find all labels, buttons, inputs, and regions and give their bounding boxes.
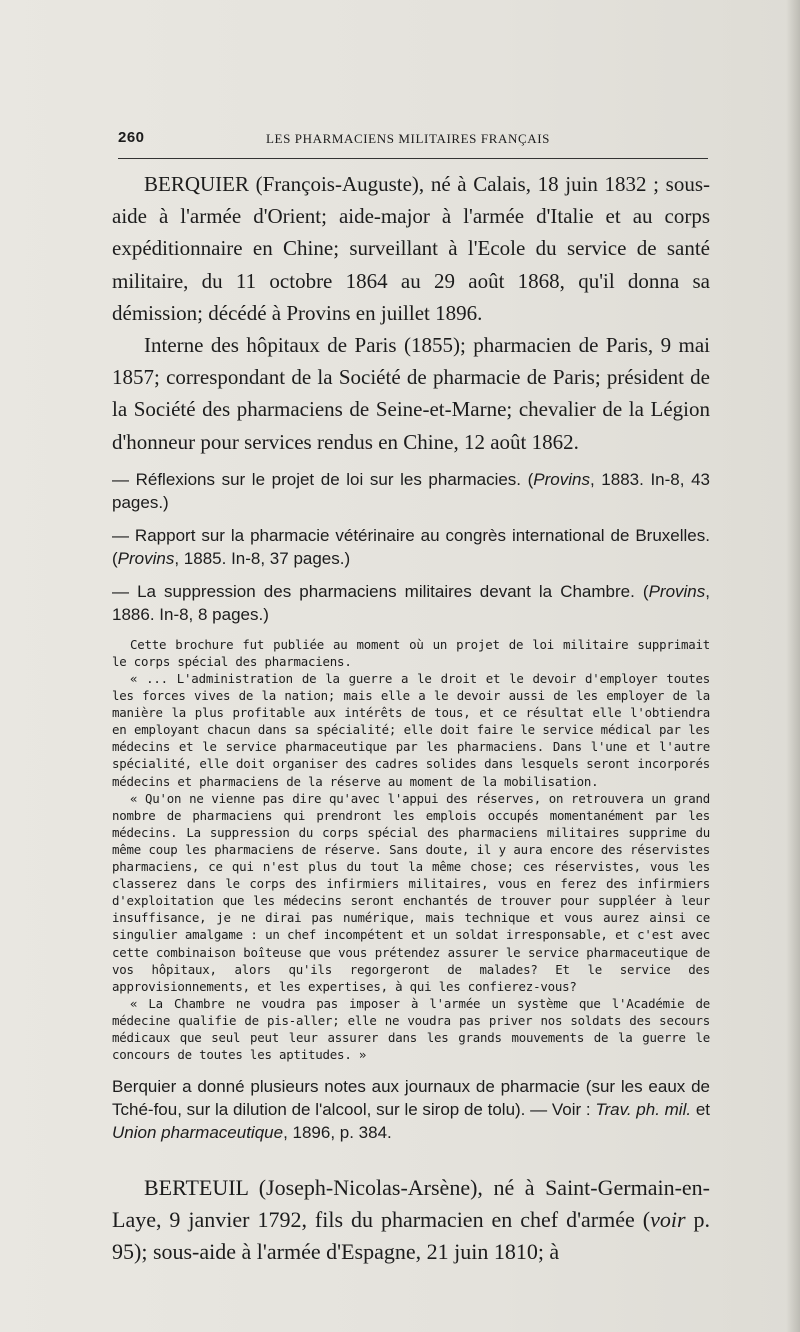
note-paragraph: Cette brochure fut publiée au moment où un projet de loi militaire supprimait le corps spécial des pharmaciens. [112, 636, 710, 669]
entry-biography: BERQUIER (François-Auguste), né à Calais, 18 juin 1832 ; sous-aide à l'armée d'Orient; aide-major à l'armée d'Italie et au corps expéditionnaire en Chine; surveillant à l'Ecole du service de santé militaire, du 11 octobre 1864 au 29 août 1868, qu'il donna sa démission; décédé à Provins en juillet 1896. [112, 172, 710, 325]
note-paragraph: « La Chambre ne voudra pas imposer à l'armée un système que l'Académie de médecine qualifie de pis-aller; elle ne voudra pas priver nos soldats des secours médicaux que seul peut leur assurer dans les grands mouvements de la guerre le concours de toutes les aptitudes. » [112, 995, 710, 1063]
page-edge-shadow [786, 0, 800, 1332]
note-paragraph: « ... L'administration de la guerre a le droit et le devoir d'employer toutes les forces vives de la nation; mais elle a le devoir aussi de les employer de la manière la plus profitable aux intérêts de tous, et ce résultat elle l'obtiendra en employant chacun dans sa spécialité; elle doit faire le service médical par les médecins et le service pharmaceutique par les pharmaciens. Dans l'une et l'autre spécialité, elle doit organiser des cadres solides dans lesquels seront incorporés médecins et pharmaciens de la réserve au moment de la mobilisation. [112, 671, 710, 789]
page-number: 260 [118, 129, 145, 146]
work-item: — Réflexions sur le projet de loi sur les pharmacies. (Provins, 1883. In-8, 43 pages.) [112, 469, 710, 512]
entry-berquier [112, 168, 710, 458]
notes-block [112, 636, 710, 1063]
references-paragraph: Berquier a donné plusieurs notes aux journaux de pharmacie (sur les eaux de Tché-fou, sur la dilution de l'alcool, sur le sirop de tolu). — Voir : Trav. ph. mil. et Union pharmaceutique, 1896, p. 384. [112, 1077, 711, 1143]
entry-berteuil [112, 1172, 710, 1268]
work-item: — Rapport sur la pharmacie vétérinaire au congrès international de Bruxelles. (Provins, 1885. In-8, 37 pages.) [112, 525, 710, 568]
running-head: LES PHARMACIENS MILITAIRES FRANÇAIS [266, 131, 550, 146]
header-rule [118, 158, 708, 159]
entry-career: Interne des hôpitaux de Paris (1855); pharmacien de Paris, 9 mai 1857; correspondant de la Société de pharmacie de Paris; président de la Société des pharmaciens de Seine-et-Marne; chevalier de la Légion d'honneur pour services rendus en Chine, 12 août 1862. [112, 333, 710, 454]
note-paragraph: « Qu'on ne vienne pas dire qu'avec l'appui des réserves, on retrouvera un grand nombre de pharmaciens qui prendront les emplois occupés momentanément par les médecins. La suppression du corps spécial des pharmaciens militaires supprime du même coup les pharmaciens de réserve. Sans doute, il y aura encore des réservistes pharmaciens, ce qui n'est plus du tout la même chose; ces réservistes, vous les classerez dans le corps des infirmiers militaires, vous en ferez des infirmiers d'exploitation que les médecins seront enchantés de trouver pour suppléer à leur insuffisance, je ne dirai pas numérique, mais technique et vous aurez ainsi ce singulier amalgame : un chef incompétent et un soldat irresponsable, et c'est avec cette combinaison boîteuse que vous prétendez assurer le service pharmaceutique de vos hôpitaux, alors qu'ils regorgeront de malades? Et le service des approvisionnements, et les expertises, à qui les confierez-vous? [112, 790, 710, 994]
page-content [112, 168, 710, 1268]
entry-biography: BERTEUIL (Joseph-Nicolas-Arsène), né à Saint-Germain-en-Laye, 9 janvier 1792, fils du pharmacien en chef d'armée (voir p. 95); sous-aide à l'armée d'Espagne, 21 juin 1810; à [112, 1175, 710, 1265]
page-header [118, 129, 708, 151]
work-item: — La suppression des pharmaciens militaires devant la Chambre. (Provins, 1886. In-8, 8 pages.) [112, 581, 710, 624]
works-list [112, 468, 710, 626]
